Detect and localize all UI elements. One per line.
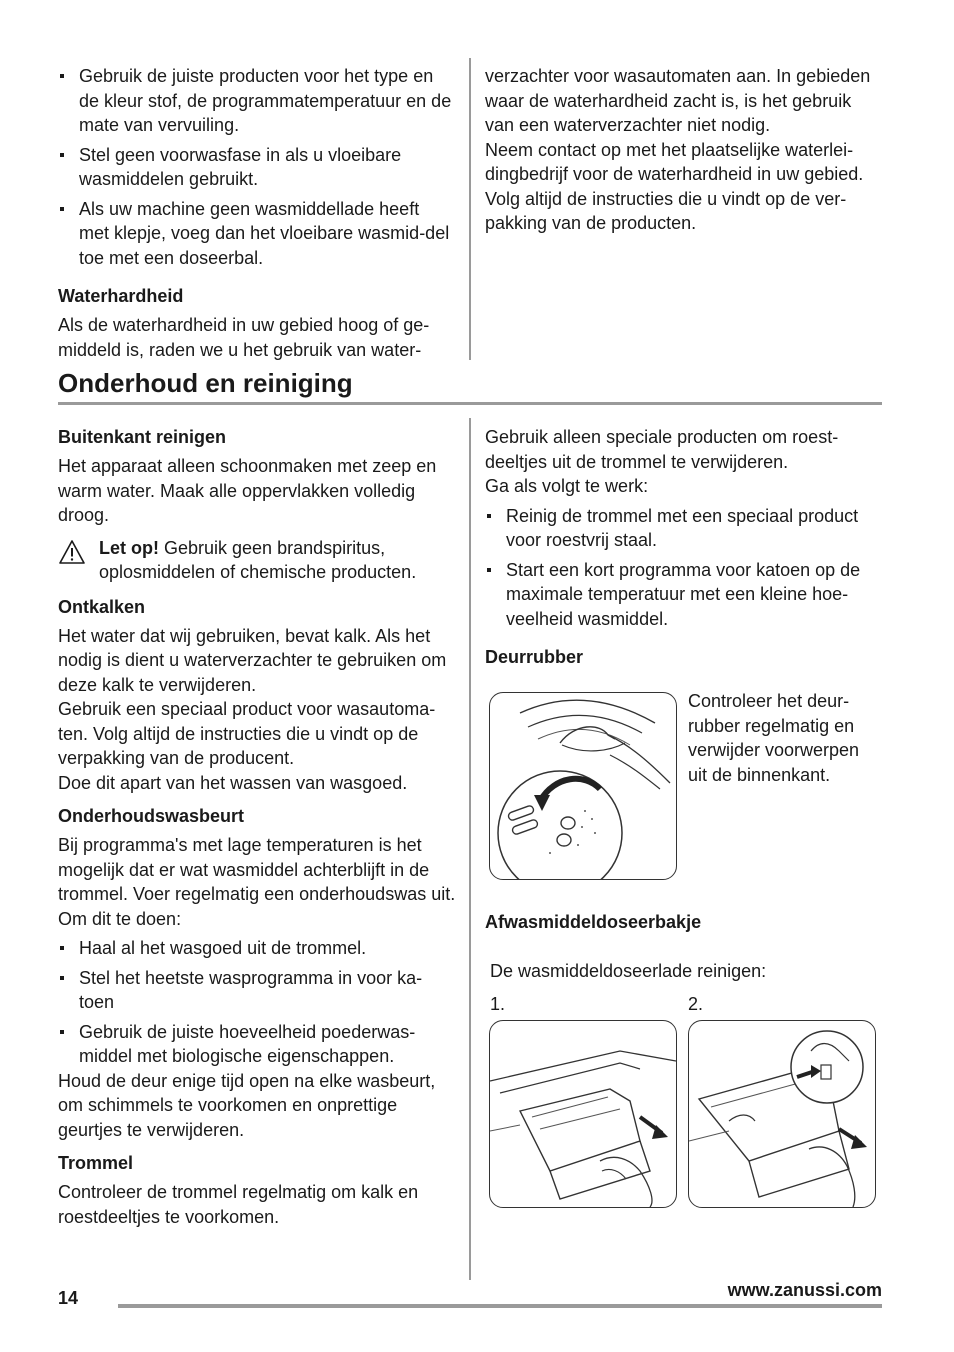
- waterhardheid-heading: Waterhardheid: [58, 286, 184, 306]
- warning-text: [99, 536, 456, 585]
- section-title: Onderhoud en reiniging: [58, 368, 353, 398]
- trommel-bullet-list: [485, 504, 883, 632]
- website-link[interactable]: www.zanussi.com: [727, 1280, 882, 1300]
- right-column: [485, 425, 883, 674]
- column-divider: [469, 58, 471, 360]
- waterleidingbedrijf-text: Neem contact op met het plaatselijke waterlei-dingbedrijf voor de waterhardheid in uw gebied.: [485, 139, 864, 184]
- afwasmiddeldoseerbakje-heading: Afwasmiddeldoseerbakje: [485, 912, 702, 932]
- column-divider: [469, 418, 471, 1280]
- door-seal-drawing: [490, 693, 676, 879]
- left-column: [58, 425, 456, 1229]
- top-right-column: [485, 64, 883, 236]
- section-rule: [58, 402, 882, 405]
- list-item: Gebruik de juiste hoeveelheid poederwas-middel met biologische eigenschappen.: [58, 1020, 456, 1069]
- deurrubber-text-block: [688, 689, 878, 787]
- page-number: 14: [58, 1288, 79, 1308]
- door-seal-illustration: [489, 692, 677, 880]
- onderhoudswasbeurt-heading: Onderhoudswasbeurt: [58, 806, 245, 826]
- ontkalken-heading: Ontkalken: [58, 596, 146, 617]
- list-item: Start een kort programma voor katoen op de maximale temperatuur met een kleine hoe-veelheid wasmiddel.: [485, 558, 883, 632]
- top-left-column: [58, 64, 454, 362]
- list-item: Als uw machine geen wasmiddellade heeft met klepje, voeg dan het vloeibare wasmid-del toe met een doseerbal.: [58, 197, 454, 271]
- doseerlade-intro: De wasmiddeldoseerlade reinigen:: [490, 961, 767, 981]
- ontkalken-text-1: Het water dat wij gebruiken, bevat kalk. Als het nodig is dient u waterverzachter te gebruiken om deze kalk te verwijderen.: [58, 625, 447, 695]
- warning-note: [58, 536, 456, 585]
- list-item: Stel het heetste wasprogramma in voor ka-toen: [58, 966, 456, 1015]
- ontkalken-text-3: Doe dit apart van het wassen van wasgoed.: [58, 772, 408, 793]
- warning-icon: [58, 539, 86, 572]
- warning-label: Let op!: [99, 537, 159, 558]
- step-1-label: 1.: [490, 994, 506, 1014]
- trommel-text: Controleer de trommel regelmatig om kalk en roestdeeltjes te voorkomen.: [58, 1182, 419, 1227]
- list-item: Stel geen voorwasfase in als u vloeibare wasmiddelen gebruikt.: [58, 143, 454, 192]
- waterhardheid-text: Als de waterhardheid in uw gebied hoog of ge-middeld is, raden we u het gebruik van water-: [58, 315, 430, 360]
- list-item: Haal al het wasgoed uit de trommel.: [58, 936, 456, 961]
- instructies-text: Volg altijd de instructies die u vindt op de ver-pakking van de producten.: [485, 188, 847, 233]
- onderhoudswasbeurt-text: Bij programma's met lage temperaturen is het mogelijk dat er wat wasmiddel achterblijft in de trommel. Voer regelmatig een onderhoudswas uit. Om dit te doen:: [58, 835, 456, 929]
- waterverzachter-text: verzachter voor wasautomaten aan. In gebieden waar de waterhardheid zacht is, is het gebruik van een waterverzachter niet nodig.: [485, 66, 871, 135]
- buitenkant-text: Het apparaat alleen schoonmaken met zeep en warm water. Maak alle oppervlakken volledig droog.: [58, 456, 437, 525]
- deurrubber-text: Controleer het deur-rubber regelmatig en verwijder voorwerpen uit de binnenkant.: [688, 691, 860, 785]
- buitenkant-heading: Buitenkant reinigen: [58, 427, 227, 447]
- ontkalken-text-2: Gebruik een speciaal product voor wasautoma-ten. Volg altijd de instructies die u vindt op de verpakking van de producent.: [58, 699, 436, 768]
- trommel-heading: Trommel: [58, 1153, 134, 1173]
- step-2-label: 2.: [688, 994, 704, 1014]
- footer-rule: [118, 1304, 882, 1308]
- drawer-step-1-drawing: [490, 1021, 676, 1207]
- onderhoud-bullet-list: [58, 936, 456, 1069]
- drawer-step-2-illustration: [688, 1020, 876, 1208]
- drawer-step-2-drawing: [689, 1021, 875, 1207]
- list-item: Gebruik de juiste producten voor het type en de kleur stof, de programmatemperatuur en de mate van vervuiling.: [58, 64, 454, 138]
- list-item: Reinig de trommel met een speciaal product voor roestvrij staal.: [485, 504, 883, 553]
- onderhoud-after-text: Houd de deur enige tijd open na elke wasbeurt, om schimmels te voorkomen en onprettige geurtjes te verwijderen.: [58, 1070, 436, 1140]
- werkwijze-text: Ga als volgt te werk:: [485, 476, 649, 496]
- warning-body: Gebruik geen brandspiritus, oplosmiddelen of chemische producten.: [99, 537, 417, 582]
- roest-text: Gebruik alleen speciale producten om roest-deeltjes uit de trommel te verwijderen.: [485, 427, 839, 472]
- drawer-step-1-illustration: [489, 1020, 677, 1208]
- deurrubber-heading: Deurrubber: [485, 647, 584, 667]
- top-bullet-list: [58, 64, 454, 270]
